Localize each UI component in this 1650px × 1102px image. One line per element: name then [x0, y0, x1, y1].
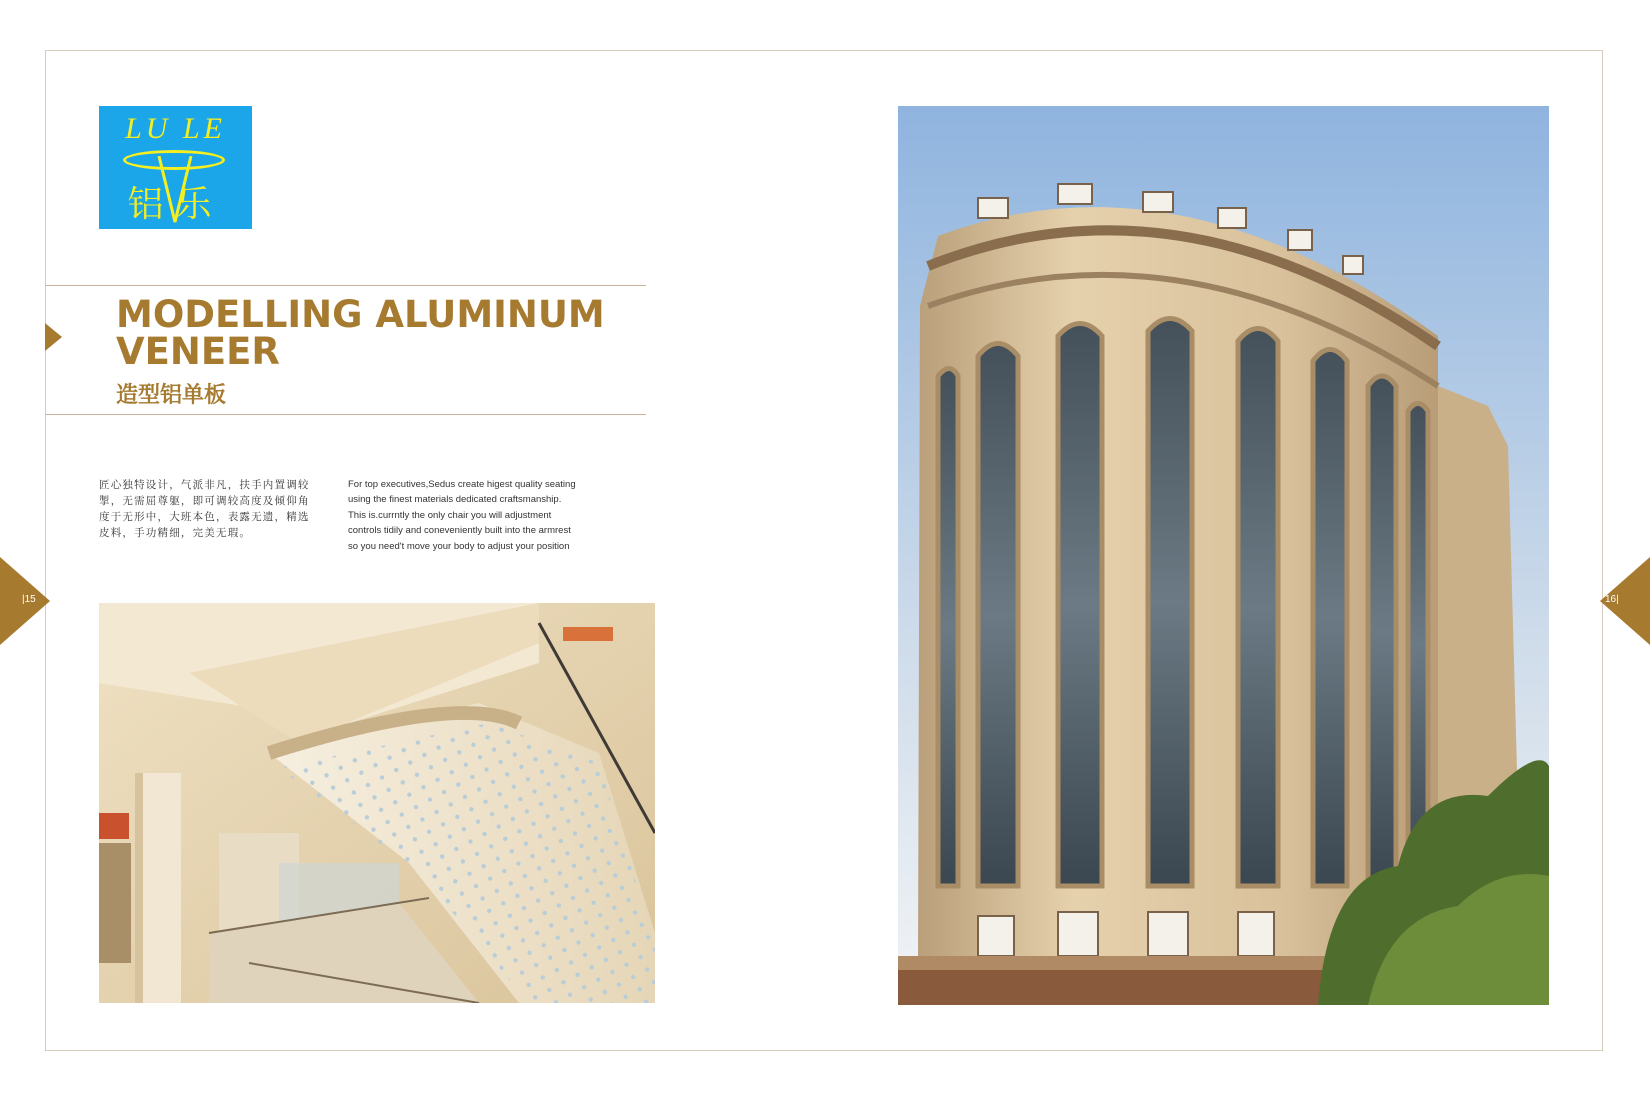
body-text-en: [348, 477, 588, 554]
brand-logo: [99, 106, 252, 229]
body-cn-line: 皮料，手功精细，完美无瑕。: [99, 527, 252, 539]
body-en-line: For top executives,Sedus create higest quality seating: [348, 479, 576, 490]
title-arrow-icon: [45, 323, 62, 351]
body-en-line: controls tidily and coneveniently built into the armrest: [348, 525, 571, 537]
body-text-cn: [99, 477, 329, 541]
body-cn-line: 匠心独特设计，气派非凡，扶手内置调较: [99, 479, 310, 491]
title-line-1: MODELLING ALUMINUM: [116, 293, 605, 336]
body-cn-line: 掣，无需屈尊躯，即可调较高度及倾仰角: [99, 495, 310, 507]
page-title-cn: 造型铝单板: [116, 383, 227, 408]
interior-escalator-photo: [99, 603, 655, 1003]
body-en-line: This is.currntly the only chair you will adjustment: [348, 509, 552, 521]
page-title: [116, 293, 605, 373]
title-line-2: VENEER: [116, 330, 280, 373]
building-facade-photo: [898, 106, 1549, 1005]
body-en-line: using the finest materials dedicated craftsmanship.: [348, 494, 562, 506]
title-rule-top: [45, 285, 646, 286]
logo-text-en: LU LE: [125, 112, 226, 145]
page-number-left: |15: [22, 594, 36, 605]
logo-text-cn: 铝乐: [127, 184, 224, 225]
body-cn-line: 度于无形中，大班本色，表露无遗，精选: [99, 511, 310, 523]
body-en-line: so you need't move your body to adjust your position: [348, 540, 570, 552]
title-rule-bottom: [45, 414, 646, 415]
page-number-right: 16|: [1605, 594, 1619, 605]
